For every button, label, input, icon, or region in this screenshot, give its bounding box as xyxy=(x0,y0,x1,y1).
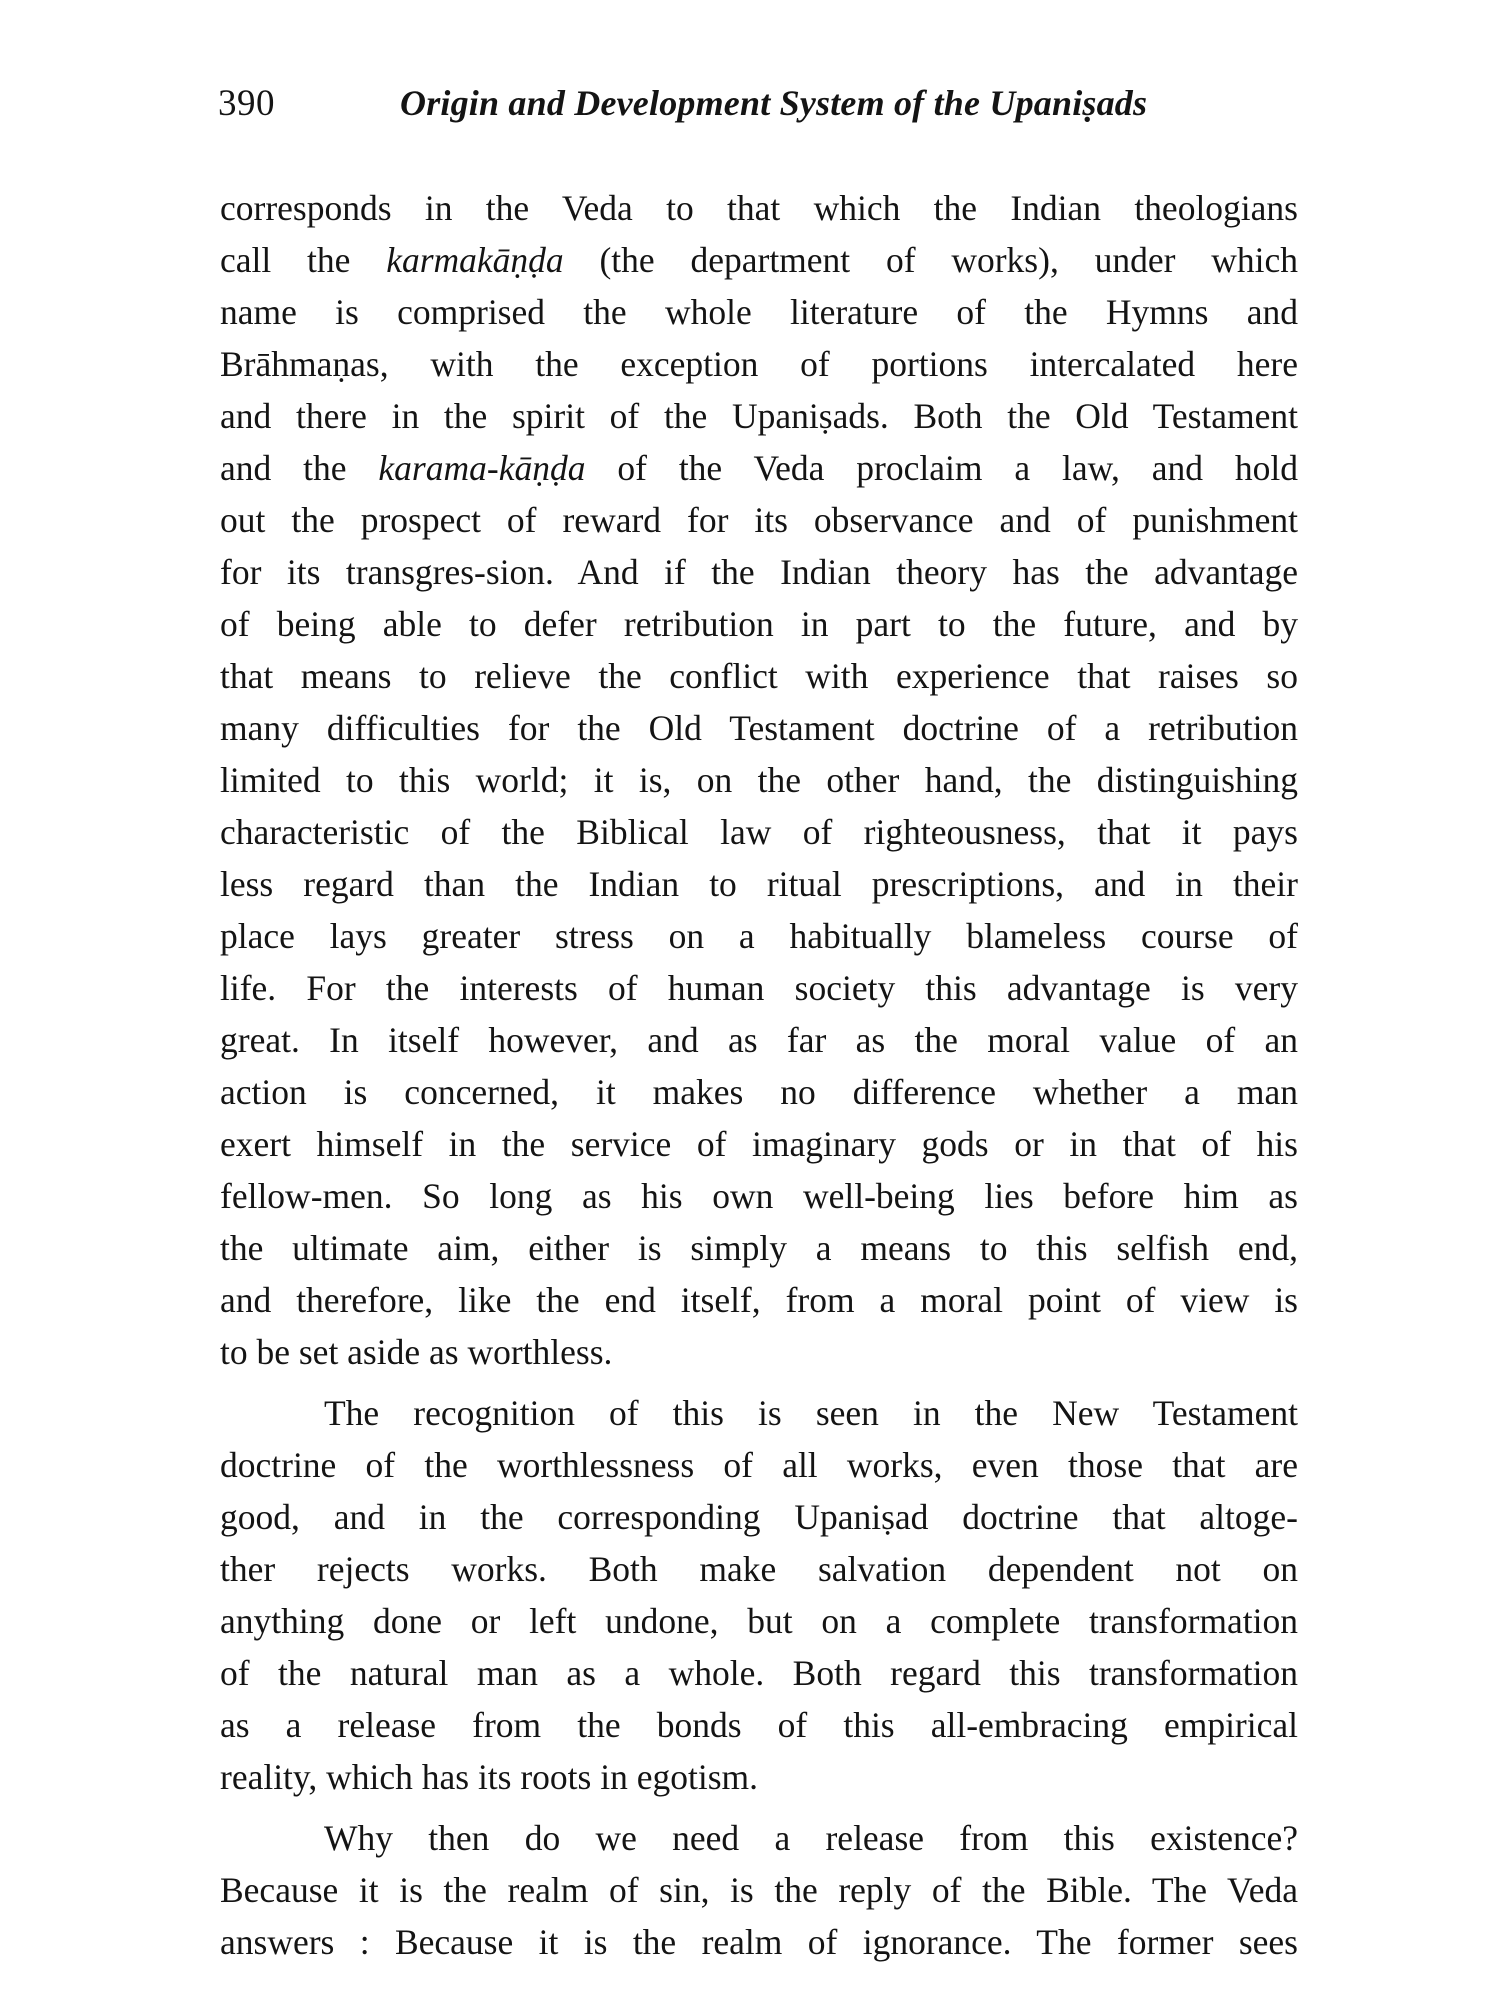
text-line xyxy=(220,338,1298,390)
text-line xyxy=(220,1751,1298,1803)
text-line xyxy=(220,1274,1298,1326)
text-line xyxy=(220,1699,1298,1751)
text-line xyxy=(220,1543,1298,1595)
text-line xyxy=(220,1864,1298,1916)
page-header xyxy=(218,82,1295,142)
text-line xyxy=(220,182,1298,234)
text-line xyxy=(220,1326,1298,1378)
page-number: 390 xyxy=(218,83,275,124)
text-segment: as a release from the bonds of this all-embracing empirical xyxy=(220,1705,1298,1745)
text-line xyxy=(220,286,1298,338)
italic-term: karama-kāṇḍa xyxy=(378,448,586,488)
paragraph xyxy=(220,1812,1298,1968)
text-segment: fellow-men. So long as his own well-being lies before him as xyxy=(220,1176,1298,1216)
text-segment: of the natural man as a whole. Both regard this transformation xyxy=(220,1653,1298,1693)
text-segment: limited to this world; it is, on the other hand, the distinguishing xyxy=(220,760,1298,800)
text-segment: of the Veda proclaim a law, and hold xyxy=(585,448,1298,488)
text-segment: answers : Because it is the realm of ignorance. The former sees xyxy=(220,1922,1298,1962)
text-segment: good, and in the corresponding Upaniṣad doctrine that altoge- xyxy=(220,1497,1298,1537)
text-segment: for its transgres-sion. And if the Indian theory has the advantage xyxy=(220,552,1298,592)
text-line xyxy=(220,858,1298,910)
text-segment: (the department of works), under which xyxy=(563,240,1299,280)
text-line xyxy=(220,962,1298,1014)
text-segment: corresponds in the Veda to that which the Indian theologians xyxy=(220,188,1298,228)
text-segment: doctrine of the worthlessness of all works, even those that are xyxy=(220,1445,1298,1485)
text-segment: anything done or left undone, but on a complete transformation xyxy=(220,1601,1298,1641)
text-segment: great. In itself however, and as far as the moral value of an xyxy=(220,1020,1298,1060)
text-segment: reality, which has its roots in egotism. xyxy=(220,1757,759,1797)
text-line xyxy=(220,650,1298,702)
text-segment: ther rejects works. Both make salvation dependent not on xyxy=(220,1549,1298,1589)
paragraph-gap xyxy=(220,1803,1298,1812)
text-line xyxy=(220,702,1298,754)
text-segment: characteristic of the Biblical law of righteousness, that it pays xyxy=(220,812,1298,852)
text-segment: Why then do we need a release from this existence? xyxy=(324,1818,1298,1858)
text-segment: Because it is the realm of sin, is the reply of the Bible. The Veda xyxy=(220,1870,1298,1910)
text-line xyxy=(220,1170,1298,1222)
text-segment: out the prospect of reward for its observance and of punishment xyxy=(220,500,1298,540)
text-line xyxy=(220,1222,1298,1274)
text-line xyxy=(220,1439,1298,1491)
paragraph-gap xyxy=(220,1378,1298,1387)
running-title: Origin and Development System of the Upaniṣads xyxy=(400,83,1148,123)
text-segment: to be set aside as worthless. xyxy=(220,1332,613,1372)
text-line xyxy=(220,754,1298,806)
text-line xyxy=(220,442,1298,494)
italic-term: karmakāṇḍa xyxy=(386,240,564,280)
text-line xyxy=(220,598,1298,650)
text-segment: many difficulties for the Old Testament doctrine of a retribution xyxy=(220,708,1298,748)
text-line xyxy=(220,1387,1298,1439)
text-segment: and therefore, like the end itself, from a moral point of view is xyxy=(220,1280,1298,1320)
text-segment: and the xyxy=(220,448,379,488)
text-segment: place lays greater stress on a habitually blameless course of xyxy=(220,916,1298,956)
text-line xyxy=(220,234,1298,286)
text-segment: call the xyxy=(220,240,387,280)
text-line xyxy=(220,1491,1298,1543)
text-line xyxy=(220,806,1298,858)
text-segment: The recognition of this is seen in the New Testament xyxy=(324,1393,1298,1433)
paragraph xyxy=(220,1387,1298,1803)
text-line xyxy=(220,1066,1298,1118)
text-line xyxy=(220,1812,1298,1864)
text-line xyxy=(220,1916,1298,1968)
text-segment: the ultimate aim, either is simply a means to this selfish end, xyxy=(220,1228,1298,1268)
text-line xyxy=(220,1595,1298,1647)
text-line xyxy=(220,494,1298,546)
text-line xyxy=(220,1014,1298,1066)
text-segment: less regard than the Indian to ritual prescriptions, and in their xyxy=(220,864,1298,904)
text-line xyxy=(220,390,1298,442)
text-line xyxy=(220,1647,1298,1699)
text-segment: Brāhmaṇas, with the exception of portions intercalated here xyxy=(220,344,1298,384)
text-segment: exert himself in the service of imaginary gods or in that of his xyxy=(220,1124,1298,1164)
text-segment: that means to relieve the conflict with experience that raises so xyxy=(220,656,1298,696)
paragraph xyxy=(220,182,1298,1378)
text-segment: and there in the spirit of the Upaniṣads. Both the Old Testament xyxy=(220,396,1298,436)
text-line xyxy=(220,546,1298,598)
text-segment: life. For the interests of human society this advantage is very xyxy=(220,968,1298,1008)
text-line xyxy=(220,910,1298,962)
body-text xyxy=(220,182,1298,1968)
text-line xyxy=(220,1118,1298,1170)
text-segment: name is comprised the whole literature of the Hymns and xyxy=(220,292,1298,332)
text-segment: action is concerned, it makes no difference whether a man xyxy=(220,1072,1298,1112)
text-segment: of being able to defer retribution in part to the future, and by xyxy=(220,604,1298,644)
